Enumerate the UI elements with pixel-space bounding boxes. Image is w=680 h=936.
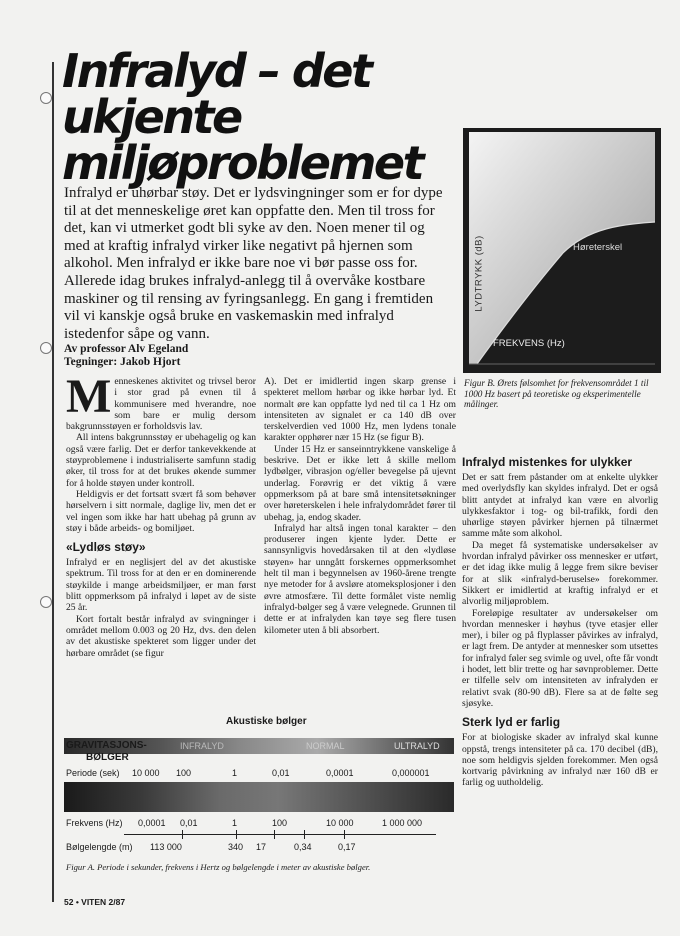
figure-b-y-label: LYDTRYKK (dB) (473, 235, 485, 312)
paragraph: For at biologiske skader av infralyd skal kunne oppstå, trengs intensiteter på ca. 170 decibel (dB), noe som heldigvis sjelden forekommer. Men også kortvarig påvirkning av infralyd nær 160 dB er farlig og uutholdelig. (462, 732, 658, 789)
paragraph: Da meget få systematiske undersøkelser av hvordan infralyd påvirker oss mennesker er utført, er det idag ikke mulig å legge frem sikre beviser for at slik «infralyd-beruselse» forekommer. Sikkert er imidlertid at kraftig infralyd er et alvorlig miljøproblem. (462, 539, 658, 608)
wavelength-value: 113 000 (150, 842, 182, 852)
axis-tick (236, 830, 237, 839)
period-value: 0,000001 (392, 768, 430, 778)
paragraph (66, 370, 256, 433)
section-heading: Sterk lyd er farlig (462, 715, 561, 730)
band-label: GRAVITASJONS- (66, 740, 147, 751)
punch-hole (40, 596, 52, 608)
axis-tick (274, 830, 275, 839)
page-footer: 52 • VITEN 2/87 (64, 897, 126, 907)
drop-cap: M (66, 370, 112, 423)
axis-tick (182, 830, 183, 839)
section-heading: Infralyd mistenkes for ulykker (462, 455, 633, 469)
frequency-value: 0,01 (180, 818, 198, 828)
figure-b-caption: Figur B. Ørets følsomhet for frekvensområdet 1 til 1000 Hz basert på teoretiske og eksperimentelle målinger. (464, 378, 649, 409)
figure-a-acoustic-spectrum (64, 738, 454, 858)
row-label-wavelength: Bølgelengde (m) (66, 842, 133, 852)
lead-paragraph: Infralyd er uhørbar støy. Det er lydsvingninger som er for dype til at det menneskelige øret kan oppfatte den. Men til tross for det, kan vi utmerket godt bli syke av den. Noen mener til og med at kraftig infralyd virker like negativt på hjernen som alkohol. Men infralyd er ikke bare noe vi bør passe oss for. Allerede idag brukes infralyd-anlegg til å overvåke kostbare maskiner og til rensing av fyringsanlegg. En gang i fremtiden vil vi kanskje også bruke en vaskemaskin med infralyd istedenfor såpe og vann. (64, 185, 443, 342)
wavelength-value: 340 (228, 842, 244, 852)
paragraph: Det er satt frem påstander om at enkelte ulykker med overlydsfly kan skyldes infralyd. Det er også blitt antydet at infralyd kan være en alvorlig ulykkesfaktor i tog- og bil-trafikk, fordi den uhørlige støyen påvirker hjernen på tilnærmet samme måte som alkohol. (462, 472, 658, 540)
frequency-value: 0,0001 (138, 818, 166, 828)
frequency-value: 1 (232, 818, 238, 828)
section-heading: «Lydløs støy» (66, 540, 146, 555)
frequency-value: 1 000 000 (382, 818, 423, 828)
axis-tick (304, 830, 305, 839)
paragraph: A). Det er imidlertid ingen skarp grense i spekteret mellom hørbar og ikke hørbar lyd. Et normalt øre kan oppfatte lyd ned til ca 1 Hz om intensiteten av signalet er ca 140 dB over terskelverdien ved 1000 Hz, men lydens tonale karakter opphører nær 15 Hz (se figur B). (264, 376, 456, 444)
period-value: 1 (232, 768, 238, 778)
row-label-frequency: Frekvens (Hz) (66, 818, 123, 828)
figure-a-title: Akustiske bølger (226, 716, 307, 727)
article-column-2 (264, 376, 456, 636)
paragraph: Heldigvis er det fortsatt svært få som behøver hørselvern i sitt normale, daglige liv, men det er vel ingen som ikke har hatt ubehag på grunn av støy i både arbeids- og bomiljøet. (66, 488, 256, 534)
figure-b-x-label: FREKVENS (Hz) (493, 338, 565, 349)
punch-hole (40, 342, 52, 354)
period-value: 0,0001 (326, 768, 354, 778)
paragraph: Foreløpige resultater av undersøkelser om hvordan mennesker i høyhus (tyve etasjer eller mer), i biler og på flyplasser påvirkes av infralyd, er lagt frem. De antyder at mennesker som utsettes for infralyd føler seg svimle og uvel, ofte får vondt i hodet, lett blir trette og har søvnproblemer. Dette er tilfelle selv om intensiteten av infralyden er relativt svak (80-90 dB). Flere sa at de følte seg sjøsyke. (462, 607, 658, 709)
frequency-value: 100 (272, 818, 288, 828)
article-title: Infralyd – det ukjente miljøproblemet (62, 44, 423, 190)
period-value: 10 000 (132, 768, 160, 778)
band-label: INFRALYD (180, 741, 224, 751)
wavelength-value: 0,17 (338, 842, 356, 852)
band-label: ULTRALYD (394, 741, 440, 751)
margin-rule (52, 62, 54, 902)
spectrum-band-middle (64, 782, 454, 812)
row-label-period: Periode (sek) (66, 768, 120, 778)
author-line: Av professor Alv Egeland (64, 343, 189, 355)
period-value: 100 (176, 768, 192, 778)
band-label: NORMAL (306, 741, 345, 751)
axis-line (124, 834, 436, 835)
figure-a-caption: Figur A. Periode i sekunder, frekvens i Hertz og bølgelengde i meter av akustiske bølger. (66, 862, 371, 872)
axis-tick (344, 830, 345, 839)
illustrator-line: Tegninger: Jakob Hjort (64, 356, 181, 368)
figure-b-graphic (463, 128, 661, 373)
article-column-3 (462, 455, 658, 789)
wavelength-value: 0,34 (294, 842, 312, 852)
figure-b-curve-label: Høreterskel (573, 242, 623, 253)
wavelength-value: 17 (256, 842, 267, 852)
paragraph: Infralyd er en neglisjert del av det akustiske spektrum. Til tross for at den er en dominerende støykilde i mange arbeidsmiljøer, er man først blitt oppmerksom på infralyd i løpet av de siste 25 år. (66, 557, 256, 614)
figure-b-hearing-threshold (463, 128, 661, 373)
band-label: BØLGER (86, 752, 129, 763)
paragraph: All intens bakgrunnsstøy er ubehagelig og kan også være farlig. Det er derfor tankevekkende at støyproblemene i industrialiserte samfunn stadig øker, til tross for at det brukes økende summer for å holde støyen under kontroll. (66, 432, 256, 489)
paragraph: Kort fortalt består infralyd av svingninger i området mellom 0.003 og 20 Hz, dvs. den delen av det akustiske spekteret som ligger under det hørbare området (se figur (66, 613, 256, 659)
frequency-value: 10 000 (326, 818, 354, 828)
paragraph: Under 15 Hz er sanseinntrykkene vanskelige å beskrive. Det er ikke lett å skille mellom lydbølger, vibrasjon og/eller bevegelse på ujevnt underlag. Forøvrig er det viktig å være oppmerksom på at bare små intensitetsøkninger over høreterskelen i hele infralydområdet fører til ubehag, ja, endog skader. (264, 443, 456, 523)
period-value: 0,01 (272, 768, 290, 778)
article-column-1 (66, 370, 256, 659)
byline (64, 343, 364, 369)
paragraph: Infralyd har altså ingen tonal karakter – den produserer ingen kjente lyder. Dette er sannsynligvis hovedårsaken til at den «lydløse støyen» har unngått forskernes oppmerksomhet helt til man i begynnelsen av 1960-årene trengte nye metoder for å avsløre atomeksplosjoner i den øvre atmosfære. Til dette formålet viste nemlig infralyd-bølger seg å være velegnede. Grunnen til dette er at infralyden kan tøye seg flere tusen kilometer uten å bli absorbert. (264, 522, 456, 636)
paragraph-text: enneskenes aktivitet og trivsel beror i stor grad på evnen til å kommunisere med hverandre, noe som bare er mulig dersom bakgrunnsstøyen er forholdsvis lav. (66, 376, 256, 433)
punch-hole (40, 92, 52, 104)
